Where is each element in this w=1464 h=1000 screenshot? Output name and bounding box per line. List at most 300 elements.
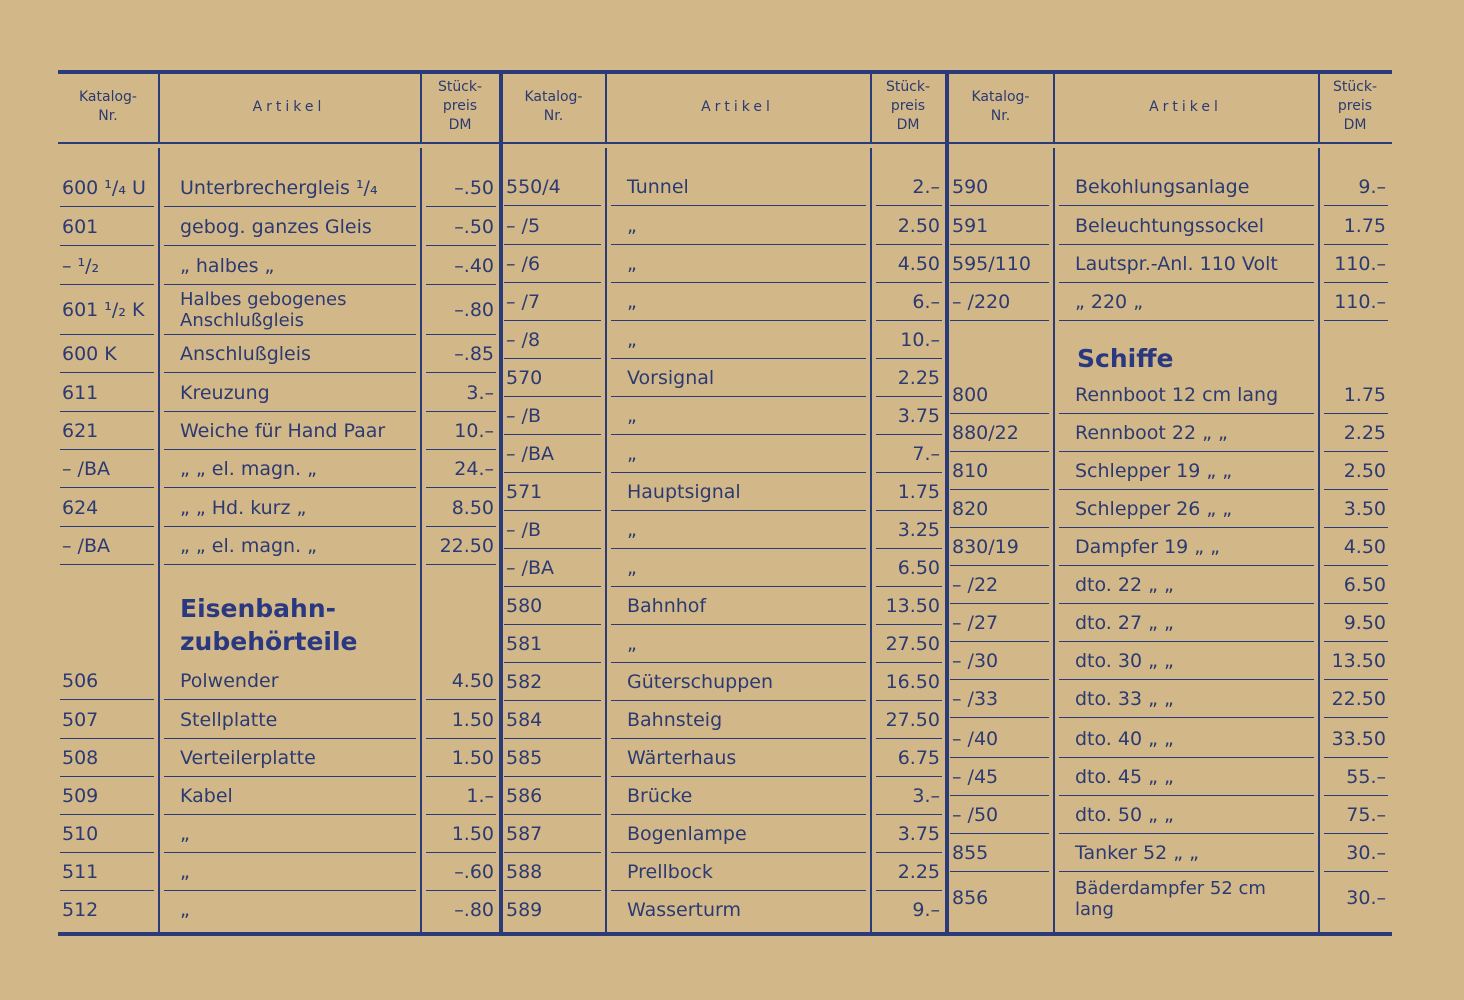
unit-price: 1.50 xyxy=(451,709,494,731)
row-rule xyxy=(164,411,416,412)
article-name: „ „ el. magn. „ xyxy=(180,458,317,480)
row-rule xyxy=(876,624,942,625)
column-separator xyxy=(870,148,872,932)
row-rule xyxy=(60,852,154,853)
row-rule xyxy=(1324,413,1388,414)
unit-price: –.80 xyxy=(454,899,494,921)
catalog-number: 601 xyxy=(62,215,99,238)
catalog-number: 511 xyxy=(62,861,99,883)
row-rule xyxy=(426,738,496,739)
article-name: Beleuchtungssockel xyxy=(1075,215,1264,237)
unit-price: 1.– xyxy=(466,785,494,807)
row-rule xyxy=(950,717,1049,718)
header-stueckpreis: Stück- preis DM xyxy=(437,79,483,133)
row-rule xyxy=(950,565,1049,566)
row-rule xyxy=(60,284,154,285)
catalog-number: – /50 xyxy=(952,804,999,826)
section-title-schiffe: Schiffe xyxy=(1077,344,1174,373)
article-name: dto. 50 „ „ xyxy=(1075,804,1174,826)
row-rule xyxy=(1324,244,1388,245)
header-stueckpreis: Stück- preis DM xyxy=(1332,79,1378,133)
article-name: dto. 40 „ „ xyxy=(1075,728,1174,750)
row-rule xyxy=(1059,527,1314,528)
unit-price: 9.– xyxy=(912,899,940,921)
unit-price: 30.– xyxy=(1346,887,1386,909)
catalog-number: 856 xyxy=(952,887,989,909)
article-name: „ xyxy=(627,215,637,237)
catalog-number: 570 xyxy=(506,367,543,389)
catalog-number: 600 K xyxy=(62,343,117,365)
row-rule xyxy=(1324,320,1388,321)
row-rule xyxy=(164,814,416,815)
row-rule xyxy=(950,489,1049,490)
row-rule xyxy=(950,641,1049,642)
unit-price: –.80 xyxy=(454,299,494,321)
top-rule xyxy=(58,70,1392,74)
article-name: Verteilerplatte xyxy=(180,747,316,769)
section-title-eisenbahnzubehoer: Eisenbahn- zubehörteile xyxy=(180,594,358,656)
catalog-number: – /BA xyxy=(506,557,554,579)
row-rule xyxy=(504,624,601,625)
row-rule xyxy=(426,206,496,207)
header-artikel: Artikel xyxy=(701,99,774,115)
row-rule xyxy=(1059,717,1314,718)
unit-price: –.50 xyxy=(454,176,494,199)
unit-price: 22.50 xyxy=(1331,688,1386,710)
row-rule xyxy=(60,699,154,700)
article-name: Rennboot 12 cm lang xyxy=(1075,384,1279,406)
article-name: „ 220 „ xyxy=(1075,291,1144,313)
unit-price: 6.50 xyxy=(897,557,940,579)
row-rule xyxy=(164,526,416,527)
row-rule xyxy=(950,205,1049,206)
row-rule xyxy=(950,527,1049,528)
column-separator xyxy=(1318,148,1320,932)
row-rule xyxy=(504,738,601,739)
row-rule xyxy=(876,320,942,321)
unit-price: 110.– xyxy=(1334,253,1386,275)
row-rule xyxy=(1059,244,1314,245)
unit-price: 1.75 xyxy=(1343,215,1386,237)
catalog-number: – /27 xyxy=(952,612,999,634)
article-name: Halbes gebogenes Anschlußgleis xyxy=(180,289,347,331)
catalog-number: 830/19 xyxy=(952,536,1019,558)
unit-price: 2.25 xyxy=(897,861,940,883)
catalog-number: 880/22 xyxy=(952,422,1019,444)
row-rule xyxy=(611,244,866,245)
unit-price: 10.– xyxy=(900,329,940,351)
row-rule xyxy=(1324,679,1388,680)
unit-price: 6.50 xyxy=(1343,574,1386,596)
article-name: Bäderdampfer 52 cm lang xyxy=(1075,878,1266,920)
header-katalog-nr: Katalog- Nr. xyxy=(971,89,1030,124)
row-rule xyxy=(60,245,154,246)
unit-price: 16.50 xyxy=(885,671,940,693)
catalog-number: 550/4 xyxy=(506,176,561,198)
catalog-number: – /220 xyxy=(952,291,1011,313)
row-rule xyxy=(60,776,154,777)
unit-price: 2.– xyxy=(912,176,940,198)
unit-price: 1.75 xyxy=(1343,384,1386,406)
row-rule xyxy=(950,795,1049,796)
row-rule xyxy=(1059,603,1314,604)
row-rule xyxy=(876,548,942,549)
catalog-number: 621 xyxy=(62,420,99,442)
row-rule xyxy=(504,396,601,397)
row-rule xyxy=(611,472,866,473)
row-rule xyxy=(504,814,601,815)
column-separator xyxy=(1053,148,1055,932)
row-rule xyxy=(164,372,416,373)
article-name: dto. 45 „ „ xyxy=(1075,766,1174,788)
article-name: Wasserturm xyxy=(627,899,741,921)
header-rule xyxy=(58,142,1392,144)
catalog-number: – /22 xyxy=(952,574,999,596)
unit-price: 7.– xyxy=(912,443,940,465)
catalog-number: 595/110 xyxy=(952,253,1031,275)
article-name: Bahnhof xyxy=(627,595,707,617)
article-name: Kabel xyxy=(180,785,233,807)
catalog-number: – ¹/₂ xyxy=(62,254,100,277)
group-separator xyxy=(499,70,503,932)
row-rule xyxy=(1324,205,1388,206)
row-rule xyxy=(611,282,866,283)
catalog-number: 800 xyxy=(952,384,989,406)
unit-price: –.50 xyxy=(454,215,494,238)
row-rule xyxy=(611,434,866,435)
catalog-number: 585 xyxy=(506,747,543,769)
article-name: Güterschuppen xyxy=(627,671,773,693)
unit-price: 13.50 xyxy=(885,595,940,617)
row-rule xyxy=(876,776,942,777)
catalog-number: 589 xyxy=(506,899,543,921)
catalog-number: – /45 xyxy=(952,766,999,788)
row-rule xyxy=(1059,679,1314,680)
row-rule xyxy=(611,814,866,815)
row-rule xyxy=(1059,282,1314,283)
row-rule xyxy=(1324,603,1388,604)
row-rule xyxy=(611,700,866,701)
article-name: „ xyxy=(627,253,637,275)
row-rule xyxy=(1059,413,1314,414)
row-rule xyxy=(504,320,601,321)
unit-price: 3.– xyxy=(912,785,940,807)
row-rule xyxy=(611,548,866,549)
article-name: „ „ el. magn. „ xyxy=(180,535,317,557)
catalog-number: 580 xyxy=(506,595,543,617)
article-name: „ xyxy=(627,633,637,655)
row-rule xyxy=(611,205,866,206)
row-rule xyxy=(426,487,496,488)
catalog-number: – /B xyxy=(506,405,541,427)
row-rule xyxy=(426,411,496,412)
row-rule xyxy=(611,624,866,625)
row-rule xyxy=(60,814,154,815)
article-name: „ xyxy=(180,823,190,845)
row-rule xyxy=(426,852,496,853)
unit-price: 3.75 xyxy=(897,405,940,427)
row-rule xyxy=(164,564,416,565)
row-rule xyxy=(164,334,416,335)
unit-price: 55.– xyxy=(1346,766,1386,788)
unit-price: 24.– xyxy=(454,458,494,480)
article-name: gebog. ganzes Gleis xyxy=(180,215,372,238)
catalog-number: 591 xyxy=(952,215,989,237)
row-rule xyxy=(950,282,1049,283)
row-rule xyxy=(876,396,942,397)
row-rule xyxy=(164,206,416,207)
row-rule xyxy=(504,358,601,359)
catalog-number: – /40 xyxy=(952,728,999,750)
row-rule xyxy=(611,586,866,587)
unit-price: 27.50 xyxy=(885,709,940,731)
row-rule xyxy=(1324,282,1388,283)
article-name: dto. 27 „ „ xyxy=(1075,612,1174,634)
row-rule xyxy=(876,738,942,739)
row-rule xyxy=(426,245,496,246)
row-rule xyxy=(950,320,1049,321)
catalog-number: – /BA xyxy=(506,443,554,465)
unit-price: 8.50 xyxy=(451,496,494,519)
row-rule xyxy=(611,890,866,891)
column-separator xyxy=(420,148,422,932)
unit-price: 9.50 xyxy=(1343,612,1386,634)
row-rule xyxy=(611,852,866,853)
row-rule xyxy=(611,358,866,359)
article-name: Weiche für Hand Paar xyxy=(180,420,386,442)
article-name: „ halbes „ xyxy=(180,254,275,277)
article-name: „ xyxy=(627,519,637,541)
unit-price: 2.50 xyxy=(897,215,940,237)
row-rule xyxy=(1059,833,1314,834)
article-name: „ xyxy=(627,443,637,465)
catalog-number: – /7 xyxy=(506,291,541,313)
row-rule xyxy=(876,814,942,815)
column-separator xyxy=(158,148,160,932)
row-rule xyxy=(1324,833,1388,834)
catalog-number: 584 xyxy=(506,709,543,731)
bottom-rule xyxy=(58,932,1392,936)
row-rule xyxy=(876,434,942,435)
row-rule xyxy=(426,776,496,777)
catalog-number: 600 ¹/₄ U xyxy=(62,176,146,199)
header-artikel: Artikel xyxy=(252,99,326,115)
article-name: Schlepper 19 „ „ xyxy=(1075,460,1233,482)
row-rule xyxy=(60,738,154,739)
group-separator xyxy=(945,70,949,932)
catalog-number: – /B xyxy=(506,519,541,541)
row-rule xyxy=(60,372,154,373)
catalog-number: 506 xyxy=(62,670,99,692)
article-name: „ xyxy=(627,329,637,351)
row-rule xyxy=(1324,871,1388,872)
row-rule xyxy=(1059,871,1314,872)
row-rule xyxy=(611,510,866,511)
article-name: Tunnel xyxy=(627,176,689,198)
row-rule xyxy=(1059,641,1314,642)
row-rule xyxy=(426,284,496,285)
row-rule xyxy=(60,334,154,335)
row-rule xyxy=(504,282,601,283)
row-rule xyxy=(504,244,601,245)
row-rule xyxy=(426,699,496,700)
row-rule xyxy=(60,449,154,450)
row-rule xyxy=(1324,795,1388,796)
row-rule xyxy=(876,358,942,359)
row-rule xyxy=(504,852,601,853)
row-rule xyxy=(950,871,1049,872)
header-artikel: Artikel xyxy=(1149,99,1222,115)
unit-price: 10.– xyxy=(454,420,494,442)
article-name: Bekohlungsanlage xyxy=(1075,176,1250,198)
row-rule xyxy=(504,586,601,587)
catalog-number: 820 xyxy=(952,498,989,520)
row-rule xyxy=(1324,565,1388,566)
unit-price: 1.50 xyxy=(451,823,494,845)
row-rule xyxy=(164,890,416,891)
unit-price: 4.50 xyxy=(1343,536,1386,558)
catalog-number: – /5 xyxy=(506,215,541,237)
article-name: Hauptsignal xyxy=(627,481,741,503)
row-rule xyxy=(611,662,866,663)
row-rule xyxy=(426,890,496,891)
catalog-number: – /33 xyxy=(952,688,999,710)
row-rule xyxy=(164,284,416,285)
row-rule xyxy=(1059,489,1314,490)
unit-price: 75.– xyxy=(1346,804,1386,826)
catalog-number: 507 xyxy=(62,709,99,731)
header-katalog-nr: Katalog- Nr. xyxy=(524,89,583,124)
row-rule xyxy=(876,282,942,283)
row-rule xyxy=(164,487,416,488)
row-rule xyxy=(426,564,496,565)
row-rule xyxy=(950,603,1049,604)
article-name: Kreuzung xyxy=(180,381,270,404)
row-rule xyxy=(60,411,154,412)
row-rule xyxy=(876,662,942,663)
row-rule xyxy=(876,852,942,853)
unit-price: 33.50 xyxy=(1331,728,1386,750)
row-rule xyxy=(950,451,1049,452)
header-katalog-nr: Katalog- Nr. xyxy=(79,89,137,124)
catalog-number: 588 xyxy=(506,861,543,883)
catalog-number: – /BA xyxy=(62,535,110,557)
row-rule xyxy=(164,699,416,700)
row-rule xyxy=(60,206,154,207)
row-rule xyxy=(504,662,601,663)
unit-price: 4.50 xyxy=(451,670,494,692)
row-rule xyxy=(611,776,866,777)
catalog-number: – /BA xyxy=(62,458,110,480)
row-rule xyxy=(426,449,496,450)
row-rule xyxy=(164,738,416,739)
unit-price: 6.75 xyxy=(897,747,940,769)
row-rule xyxy=(950,413,1049,414)
article-name: Lautspr.-Anl. 110 Volt xyxy=(1075,253,1278,275)
unit-price: 3.50 xyxy=(1343,498,1386,520)
catalog-number: 611 xyxy=(62,381,99,404)
row-rule xyxy=(426,814,496,815)
row-rule xyxy=(876,472,942,473)
row-rule xyxy=(950,679,1049,680)
row-rule xyxy=(504,776,601,777)
row-rule xyxy=(611,396,866,397)
row-rule xyxy=(1059,320,1314,321)
row-rule xyxy=(876,890,942,891)
catalog-number: 510 xyxy=(62,823,99,845)
unit-price: 30.– xyxy=(1346,842,1386,864)
article-name: Bahnsteig xyxy=(627,709,723,731)
article-name: Brücke xyxy=(627,785,693,807)
catalog-number: 582 xyxy=(506,671,543,693)
row-rule xyxy=(1324,641,1388,642)
article-name: „ „ Hd. kurz „ xyxy=(180,496,307,519)
catalog-number: 624 xyxy=(62,496,99,519)
row-rule xyxy=(504,890,601,891)
article-name: Stellplatte xyxy=(180,709,278,731)
row-rule xyxy=(504,510,601,511)
article-name: „ xyxy=(180,861,190,883)
article-name: „ xyxy=(627,291,637,313)
unit-price: –.85 xyxy=(454,343,494,365)
row-rule xyxy=(1059,565,1314,566)
catalog-number: 512 xyxy=(62,899,99,921)
row-rule xyxy=(60,564,154,565)
catalog-number: 509 xyxy=(62,785,99,807)
row-rule xyxy=(60,526,154,527)
unit-price: 110.– xyxy=(1334,291,1386,313)
row-rule xyxy=(504,205,601,206)
row-rule xyxy=(1059,205,1314,206)
article-name: Polwender xyxy=(180,670,279,692)
unit-price: 3.– xyxy=(466,381,494,404)
row-rule xyxy=(1324,489,1388,490)
article-name: dto. 33 „ „ xyxy=(1075,688,1174,710)
catalog-number: – /8 xyxy=(506,329,541,351)
column-separator xyxy=(605,148,607,932)
article-name: „ xyxy=(627,405,637,427)
unit-price: 2.25 xyxy=(897,367,940,389)
row-rule xyxy=(950,833,1049,834)
unit-price: 6.– xyxy=(912,291,940,313)
article-name: Unterbrechergleis ¹/₄ xyxy=(180,176,378,199)
article-name: dto. 22 „ „ xyxy=(1075,574,1174,596)
row-rule xyxy=(876,700,942,701)
row-rule xyxy=(426,372,496,373)
article-name: Vorsignal xyxy=(627,367,715,389)
article-name: „ xyxy=(627,557,637,579)
article-name: Prellbock xyxy=(627,861,713,883)
unit-price: 13.50 xyxy=(1331,650,1386,672)
unit-price: –.40 xyxy=(454,254,494,277)
unit-price: 9.– xyxy=(1358,176,1386,198)
row-rule xyxy=(1324,451,1388,452)
article-name: „ xyxy=(180,899,190,921)
catalog-number: 810 xyxy=(952,460,989,482)
article-name: Anschlußgleis xyxy=(180,343,311,365)
row-rule xyxy=(611,738,866,739)
row-rule xyxy=(1324,527,1388,528)
row-rule xyxy=(950,244,1049,245)
article-name: Schlepper 26 „ „ xyxy=(1075,498,1233,520)
row-rule xyxy=(611,320,866,321)
row-rule xyxy=(1059,795,1314,796)
article-name: Wärterhaus xyxy=(627,747,737,769)
row-rule xyxy=(1059,757,1314,758)
unit-price: 4.50 xyxy=(897,253,940,275)
article-name: Rennboot 22 „ „ xyxy=(1075,422,1228,444)
row-rule xyxy=(164,245,416,246)
